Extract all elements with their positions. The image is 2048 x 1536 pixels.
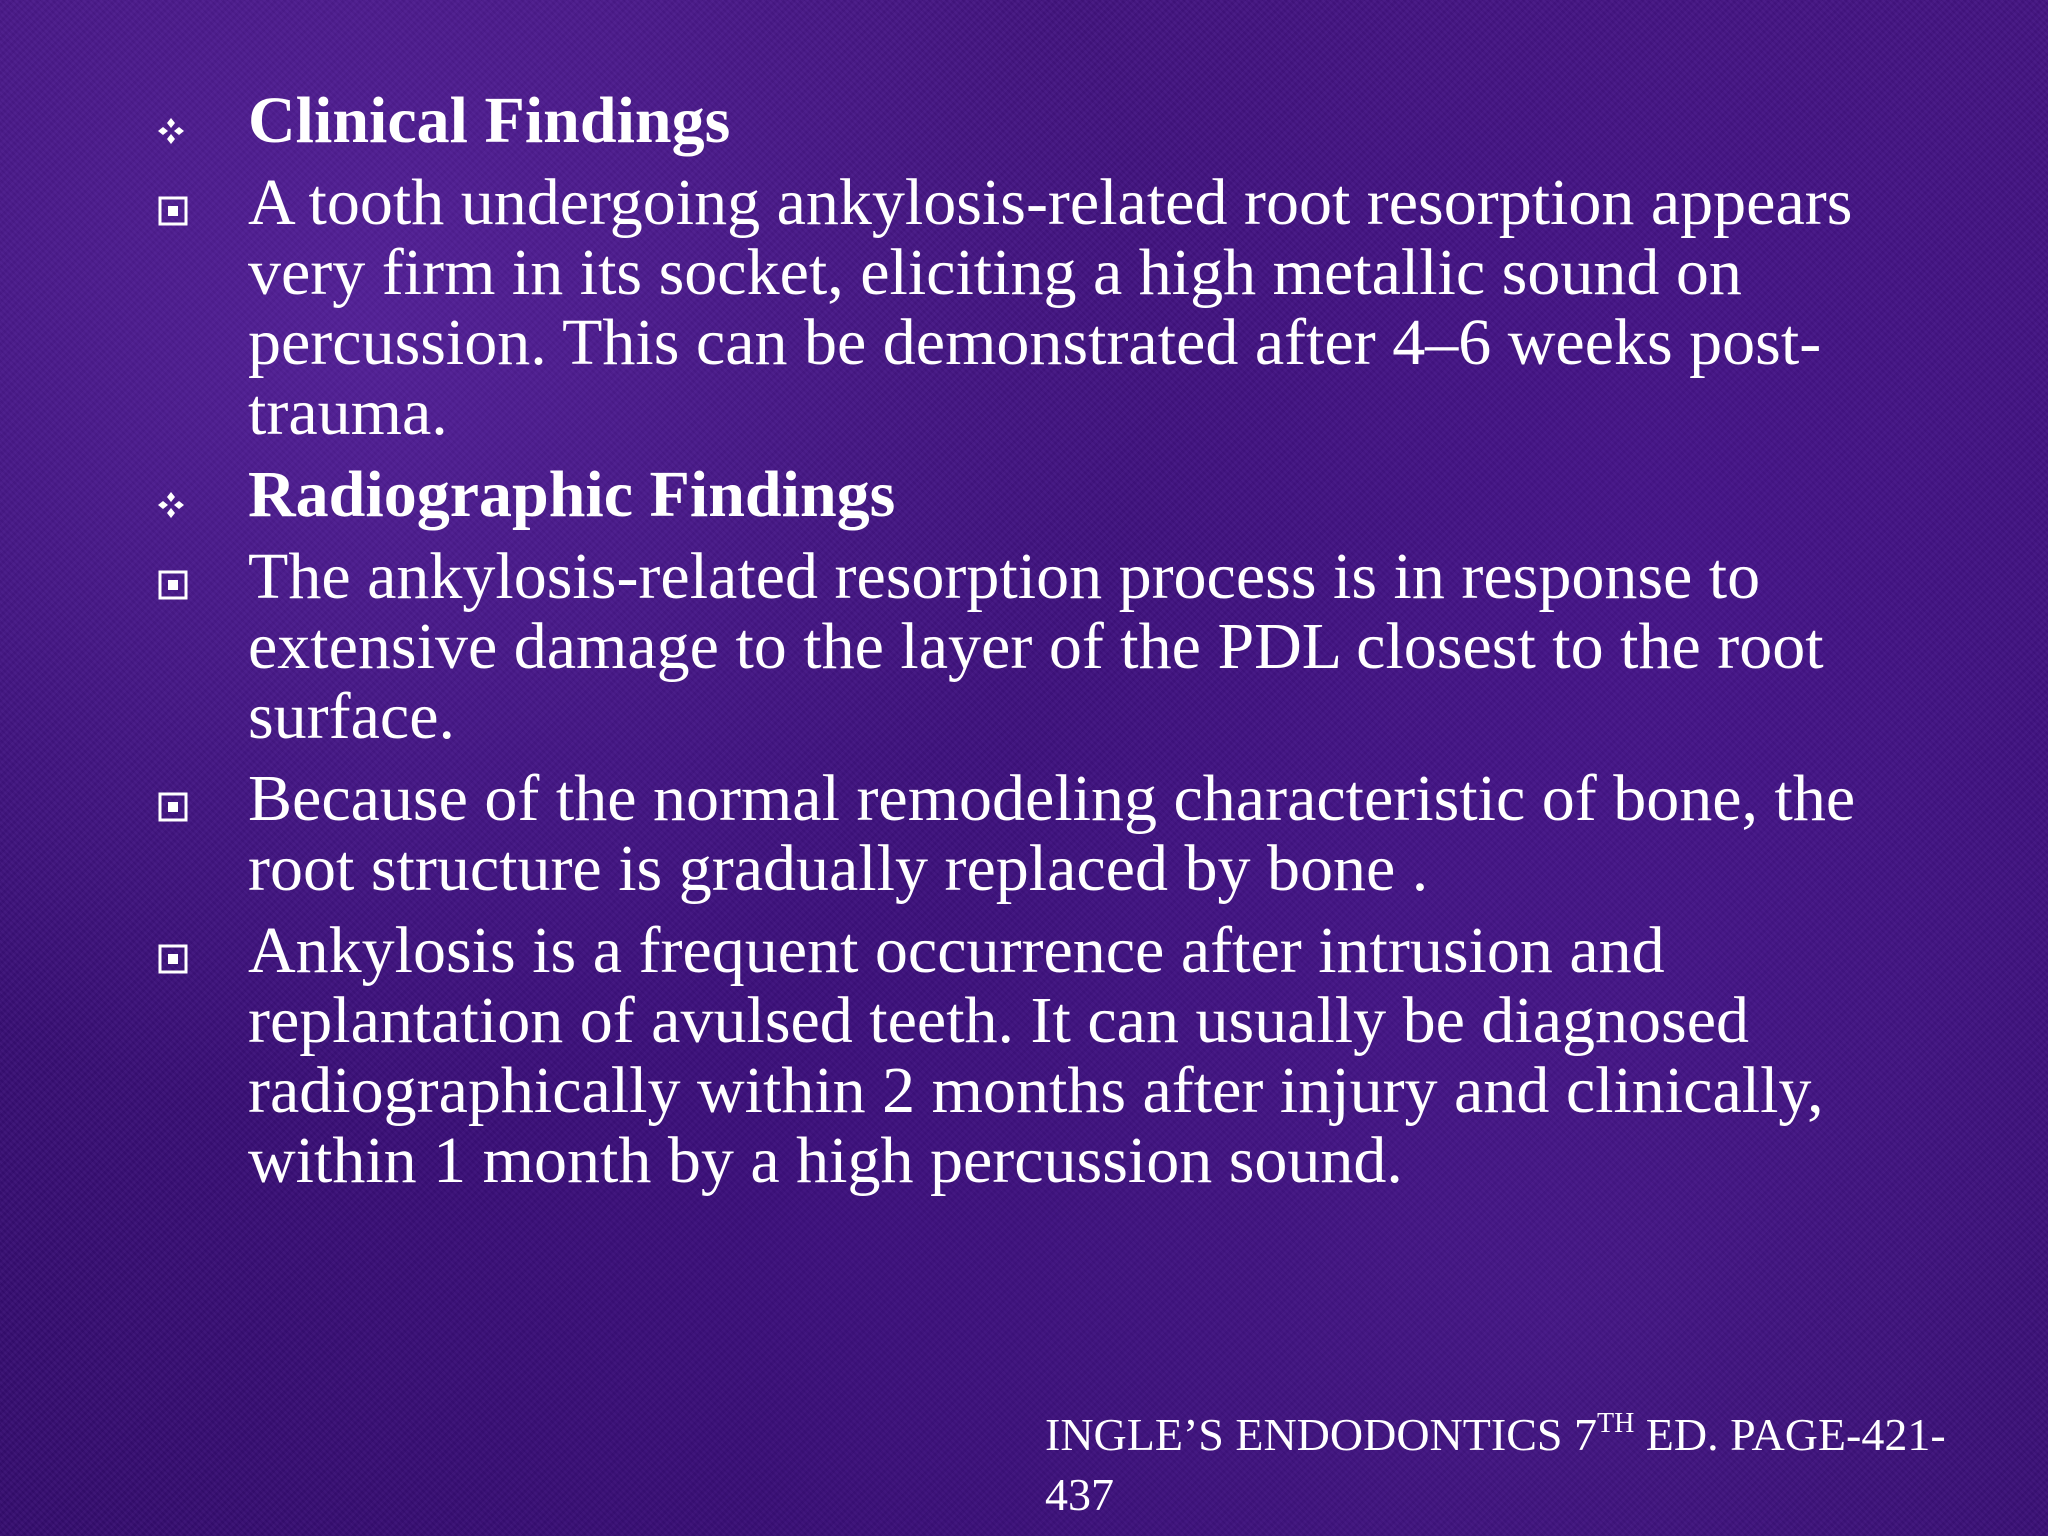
slide-content (150, 86, 1950, 1208)
citation (1045, 1405, 2005, 1525)
bullet-text: Because of the normal remodeling characteristic of bone, the root structure is gradually replaced by bone . (248, 762, 1856, 905)
bullet-text: The ankylosis-related resorption process is in response to extensive damage to the layer of the PDL closest to the root surface. (248, 540, 1824, 753)
bullet-heading-clinical-findings (150, 86, 1950, 156)
boxed-square-bullet-icon (158, 570, 188, 600)
bullet-point-resorption-process (150, 542, 1950, 752)
boxed-square-bullet-icon (158, 792, 188, 822)
citation-superscript: TH (1596, 1408, 1635, 1439)
bullet-point-bone-remodeling (150, 764, 1950, 904)
citation-suffix: ED. PAGE-421-437 (1045, 1409, 1946, 1520)
diamond-bullet-icon (156, 490, 186, 520)
bullet-point-clinical-description (150, 168, 1950, 448)
bullet-heading-radiographic-findings (150, 460, 1950, 530)
citation-prefix: INGLE’S ENDODONTICS 7 (1045, 1409, 1597, 1460)
heading-text: Radiographic Findings (248, 458, 896, 531)
bullet-text: A tooth undergoing ankylosis-related root resorption appears very firm in its socket, eliciting a high metallic sound on percussion. This can be demonstrated after 4–6 weeks post-trauma. (248, 166, 1853, 449)
boxed-square-bullet-icon (158, 944, 188, 974)
diamond-bullet-icon (156, 116, 186, 146)
bullet-point-ankylosis-occurrence (150, 916, 1950, 1196)
boxed-square-bullet-icon (158, 196, 188, 226)
bullet-text: Ankylosis is a frequent occurrence after intrusion and replantation of avulsed teeth. It can usually be diagnosed radiographically within 2 months after injury and clinically, within 1 month by a high percussion sound. (248, 914, 1824, 1197)
heading-text: Clinical Findings (248, 84, 731, 157)
